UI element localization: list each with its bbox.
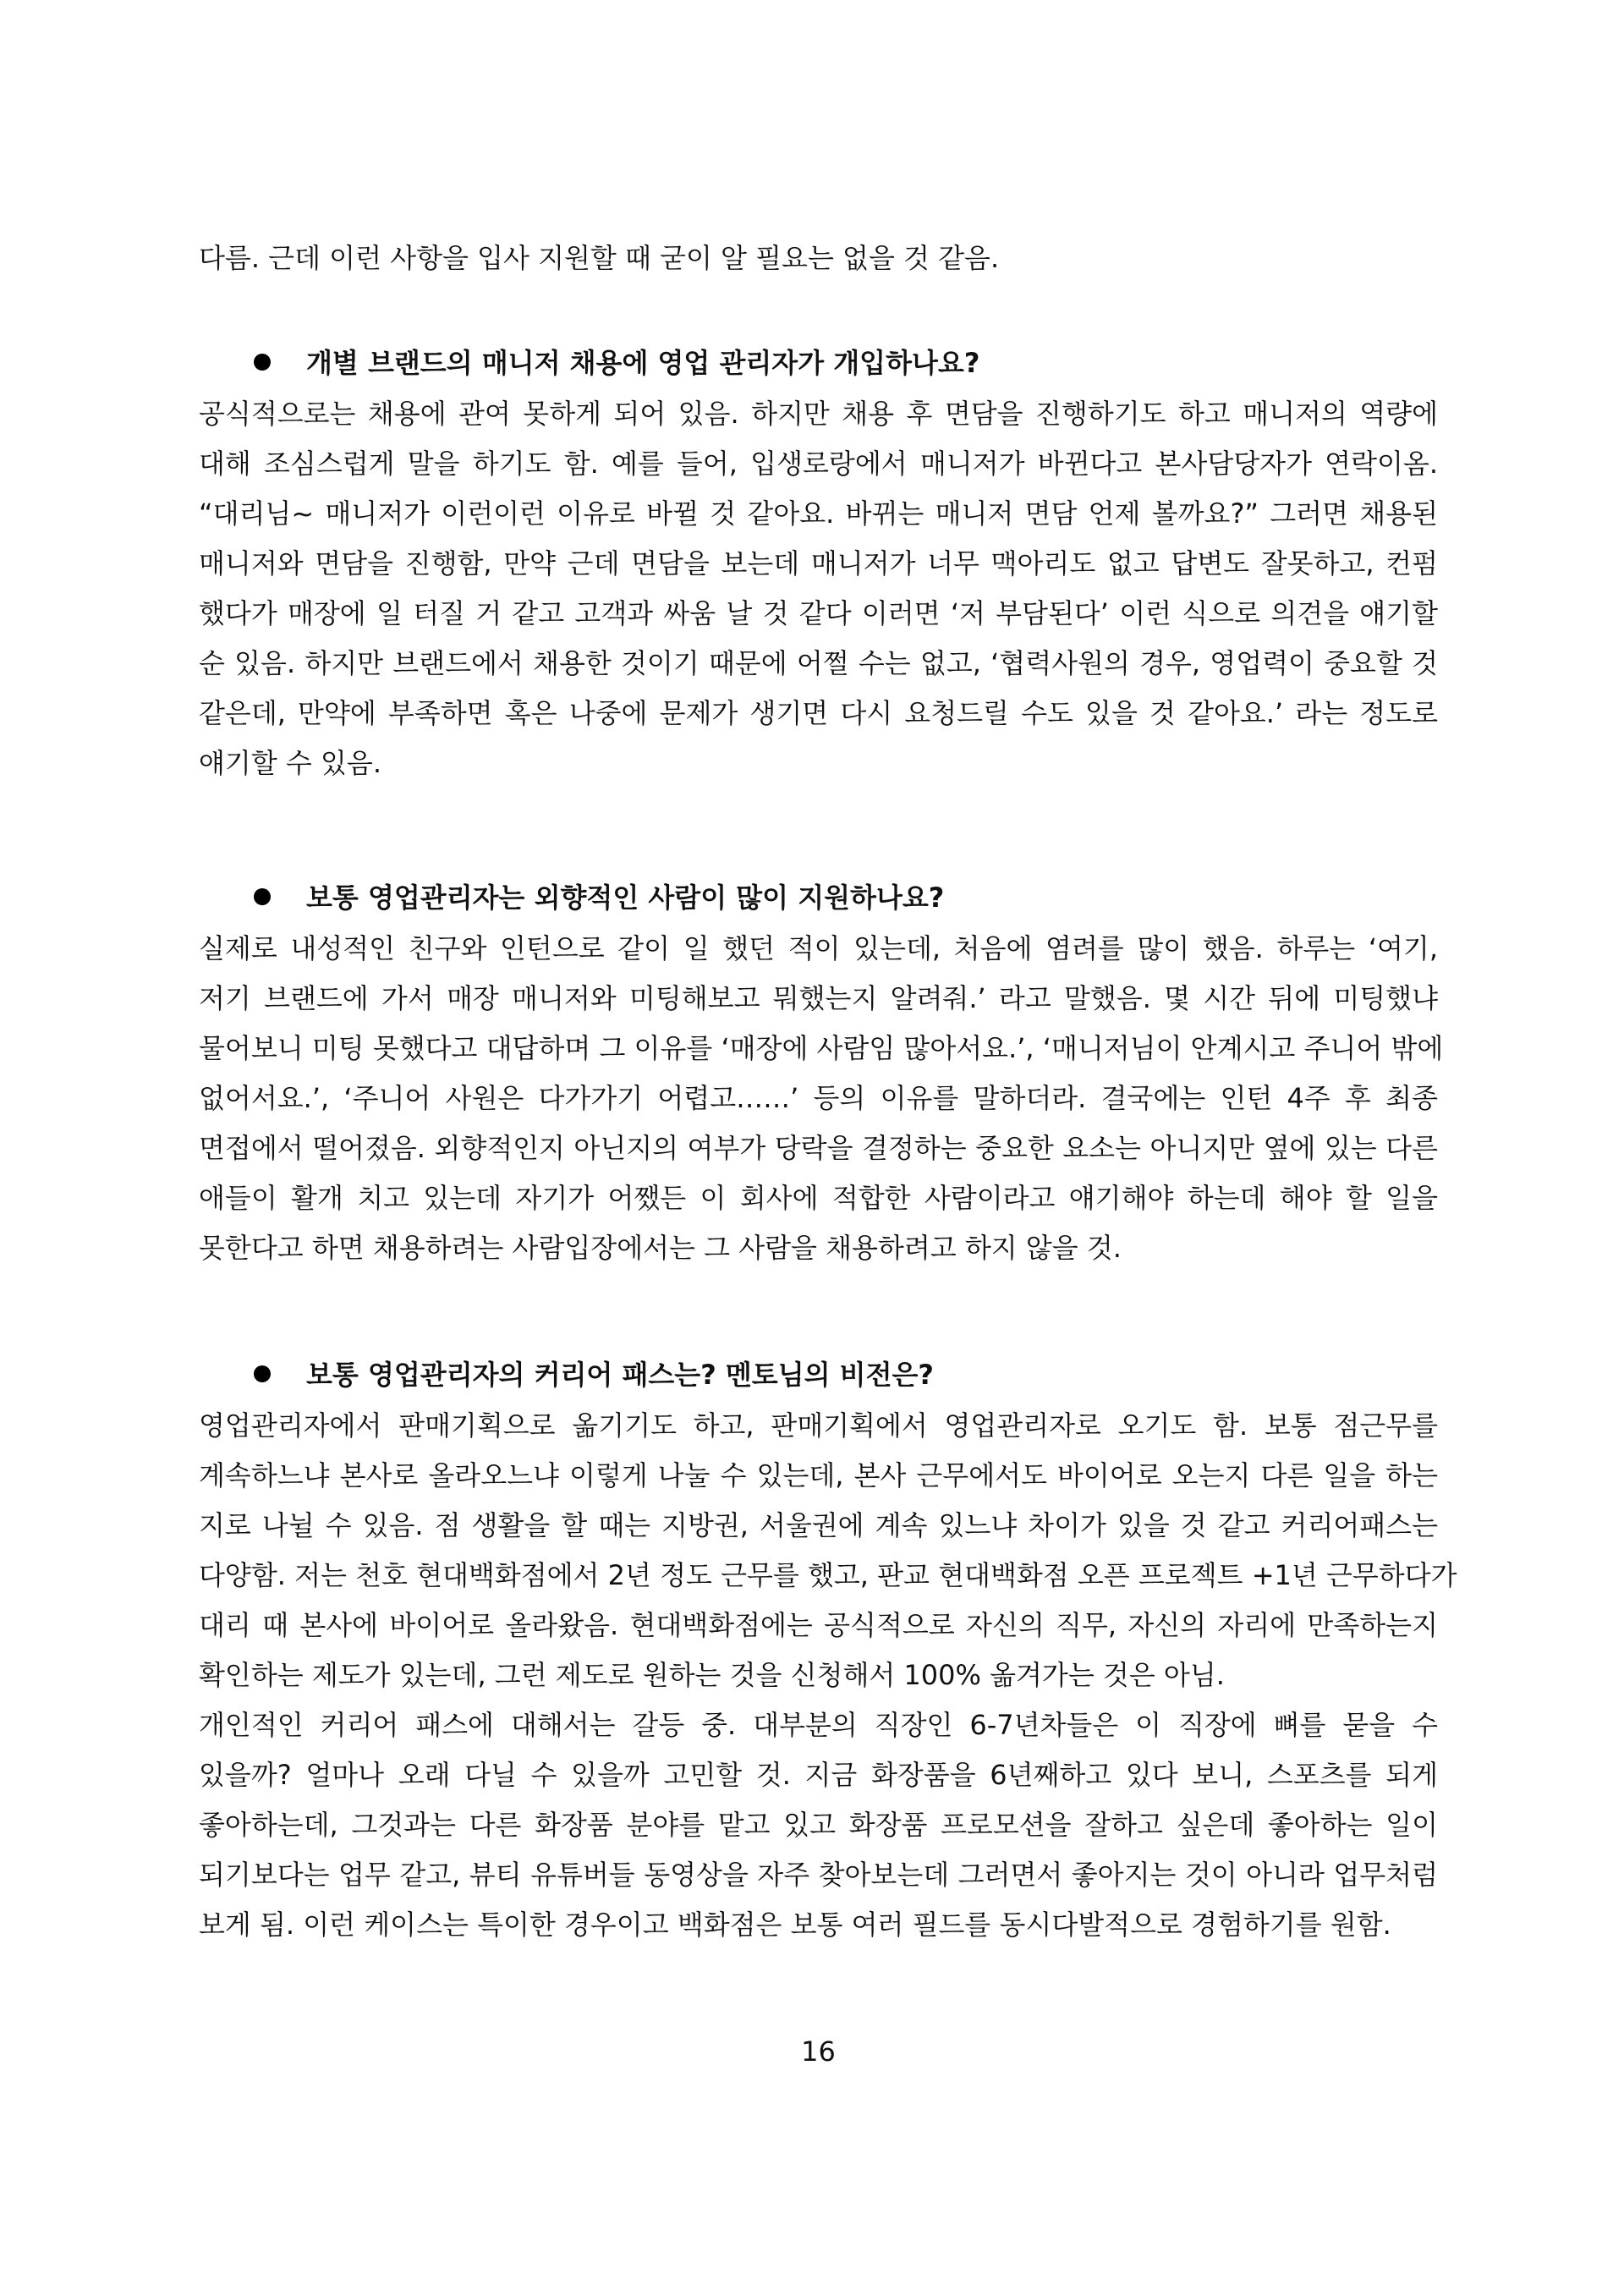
question-text: 보통 영업관리자의 커리어 패스는? 멘토님의 비전은? bbox=[306, 1359, 934, 1391]
paragraph-line: 다름. 근데 이런 사항을 입사 지원할 때 굳이 알 필요는 없을 것 같음. bbox=[199, 242, 1000, 274]
bullet-question bbox=[254, 346, 979, 380]
paragraph-line: 좋아하는데, 그것과는 다른 화장품 분야를 맡고 있고 화장품 프로모션을 잘하고 싶은데 좋아하는 일이 bbox=[199, 1809, 1438, 1841]
paragraph-line: 다양함. 저는 천호 현대백화점에서 2년 정도 근무를 했고, 판교 현대백화점 오픈 프로젝트 +1년 근무하다가 bbox=[199, 1559, 1457, 1591]
page-number: 16 bbox=[801, 2035, 836, 2068]
paragraph-line: 계속하느냐 본사로 올라오느냐 이렇게 나눌 수 있는데, 본사 근무에서도 바이어로 오는지 다른 일을 하는 bbox=[199, 1459, 1438, 1491]
paragraph-line: 지로 나뉠 수 있음. 점 생활을 할 때는 지방권, 서울권에 계속 있느냐 차이가 있을 것 같고 커리어패스는 bbox=[199, 1509, 1438, 1541]
paragraph-line: 실제로 내성적인 친구와 인턴으로 같이 일 했던 적이 있는데, 처음에 염려를 많이 했음. 하루는 ‘여기, bbox=[199, 932, 1438, 964]
paragraph-line: 순 있음. 하지만 브랜드에서 채용한 것이기 때문에 어쩔 수는 없고, ‘협력사원의 경우, 영업력이 중요할 것 bbox=[199, 647, 1438, 679]
paragraph-line: 했다가 매장에 일 터질 거 같고 고객과 싸움 날 것 같다 이러면 ‘저 부담된다’ 이런 식으로 의견을 얘기할 bbox=[199, 597, 1438, 629]
paragraph-line: 면접에서 떨어졌음. 외향적인지 아닌지의 여부가 당락을 결정하는 중요한 요소는 아니지만 옆에 있는 다른 bbox=[199, 1132, 1438, 1164]
paragraph-line: 저기 브랜드에 가서 매장 매니저와 미팅해보고 뭐했는지 알려줘.’ 라고 말했음. 몇 시간 뒤에 미팅했냐 bbox=[199, 982, 1438, 1014]
paragraph-line: 보게 됨. 이런 케이스는 특이한 경우이고 백화점은 보통 여러 필드를 동시다발적으로 경험하기를 원함. bbox=[199, 1909, 1391, 1941]
paragraph-line: 물어보니 미팅 못했다고 대답하며 그 이유를 ‘매장에 사람임 많아서요.’, ‘매니저님이 안계시고 주니어 밖에 bbox=[199, 1032, 1444, 1064]
paragraph-line: 대해 조심스럽게 말을 하기도 함. 예를 들어, 입생로랑에서 매니저가 바뀐다고 본사담당자가 연락이옴. bbox=[199, 448, 1438, 480]
bullet-icon bbox=[254, 1365, 271, 1382]
question-text: 개별 브랜드의 매니저 채용에 영업 관리자가 개입하나요? bbox=[306, 347, 980, 379]
document-page bbox=[199, 0, 1457, 2296]
paragraph-line: 얘기할 수 있음. bbox=[199, 747, 381, 779]
paragraph-line: 같은데, 만약에 부족하면 혹은 나중에 문제가 생기면 다시 요청드릴 수도 있을 것 같아요.’ 라는 정도로 bbox=[199, 697, 1438, 729]
bullet-question bbox=[254, 881, 944, 915]
paragraph-line: 못한다고 하면 채용하려는 사람입장에서는 그 사람을 채용하려고 하지 않을 것. bbox=[199, 1232, 1122, 1264]
paragraph-line: 애들이 활개 치고 있는데 자기가 어쨌든 이 회사에 적합한 사람이라고 얘기해야 하는데 해야 할 일을 bbox=[199, 1182, 1438, 1214]
bullet-icon bbox=[254, 888, 271, 905]
paragraph-line: 매니저와 면담을 진행함, 만약 근데 면담을 보는데 매니저가 너무 맥아리도 없고 답변도 잘못하고, 컨펌 bbox=[199, 547, 1438, 579]
question-text: 보통 영업관리자는 외향적인 사람이 많이 지원하나요? bbox=[306, 882, 945, 914]
paragraph-line: 없어서요.’, ‘주니어 사원은 다가가기 어렵고……’ 등의 이유를 말하더라. 결국에는 인턴 4주 후 최종 bbox=[199, 1082, 1438, 1114]
paragraph-line: 확인하는 제도가 있는데, 그런 제도로 원하는 것을 신청해서 100% 옮겨가는 것은 아님. bbox=[199, 1659, 1225, 1691]
paragraph-line: 개인적인 커리어 패스에 대해서는 갈등 중. 대부분의 직장인 6-7년차들은 이 직장에 뼈를 묻을 수 bbox=[199, 1709, 1438, 1741]
paragraph-line: “대리님~ 매니저가 이런이런 이유로 바뀔 것 같아요. 바뀌는 매니저 면담 언제 볼까요?” 그러면 채용된 bbox=[199, 497, 1438, 530]
bullet-icon bbox=[254, 354, 271, 371]
paragraph-line: 대리 때 본사에 바이어로 올라왔음. 현대백화점에는 공식적으로 자신의 직무, 자신의 자리에 만족하는지 bbox=[199, 1609, 1438, 1641]
paragraph-line: 영업관리자에서 판매기획으로 옮기기도 하고, 판매기획에서 영업관리자로 오기도 함. 보통 점근무를 bbox=[199, 1409, 1438, 1442]
paragraph-line: 있을까? 얼마나 오래 다닐 수 있을까 고민할 것. 지금 화장품을 6년째하고 있다 보니, 스포츠를 되게 bbox=[199, 1759, 1438, 1791]
paragraph-line: 공식적으로는 채용에 관여 못하게 되어 있음. 하지만 채용 후 면담을 진행하기도 하고 매니저의 역량에 bbox=[199, 398, 1438, 430]
paragraph-line: 되기보다는 업무 같고, 뷰티 유튜버들 동영상을 자주 찾아보는데 그러면서 좋아지는 것이 아니라 업무처럼 bbox=[199, 1859, 1438, 1891]
bullet-question bbox=[254, 1358, 934, 1392]
